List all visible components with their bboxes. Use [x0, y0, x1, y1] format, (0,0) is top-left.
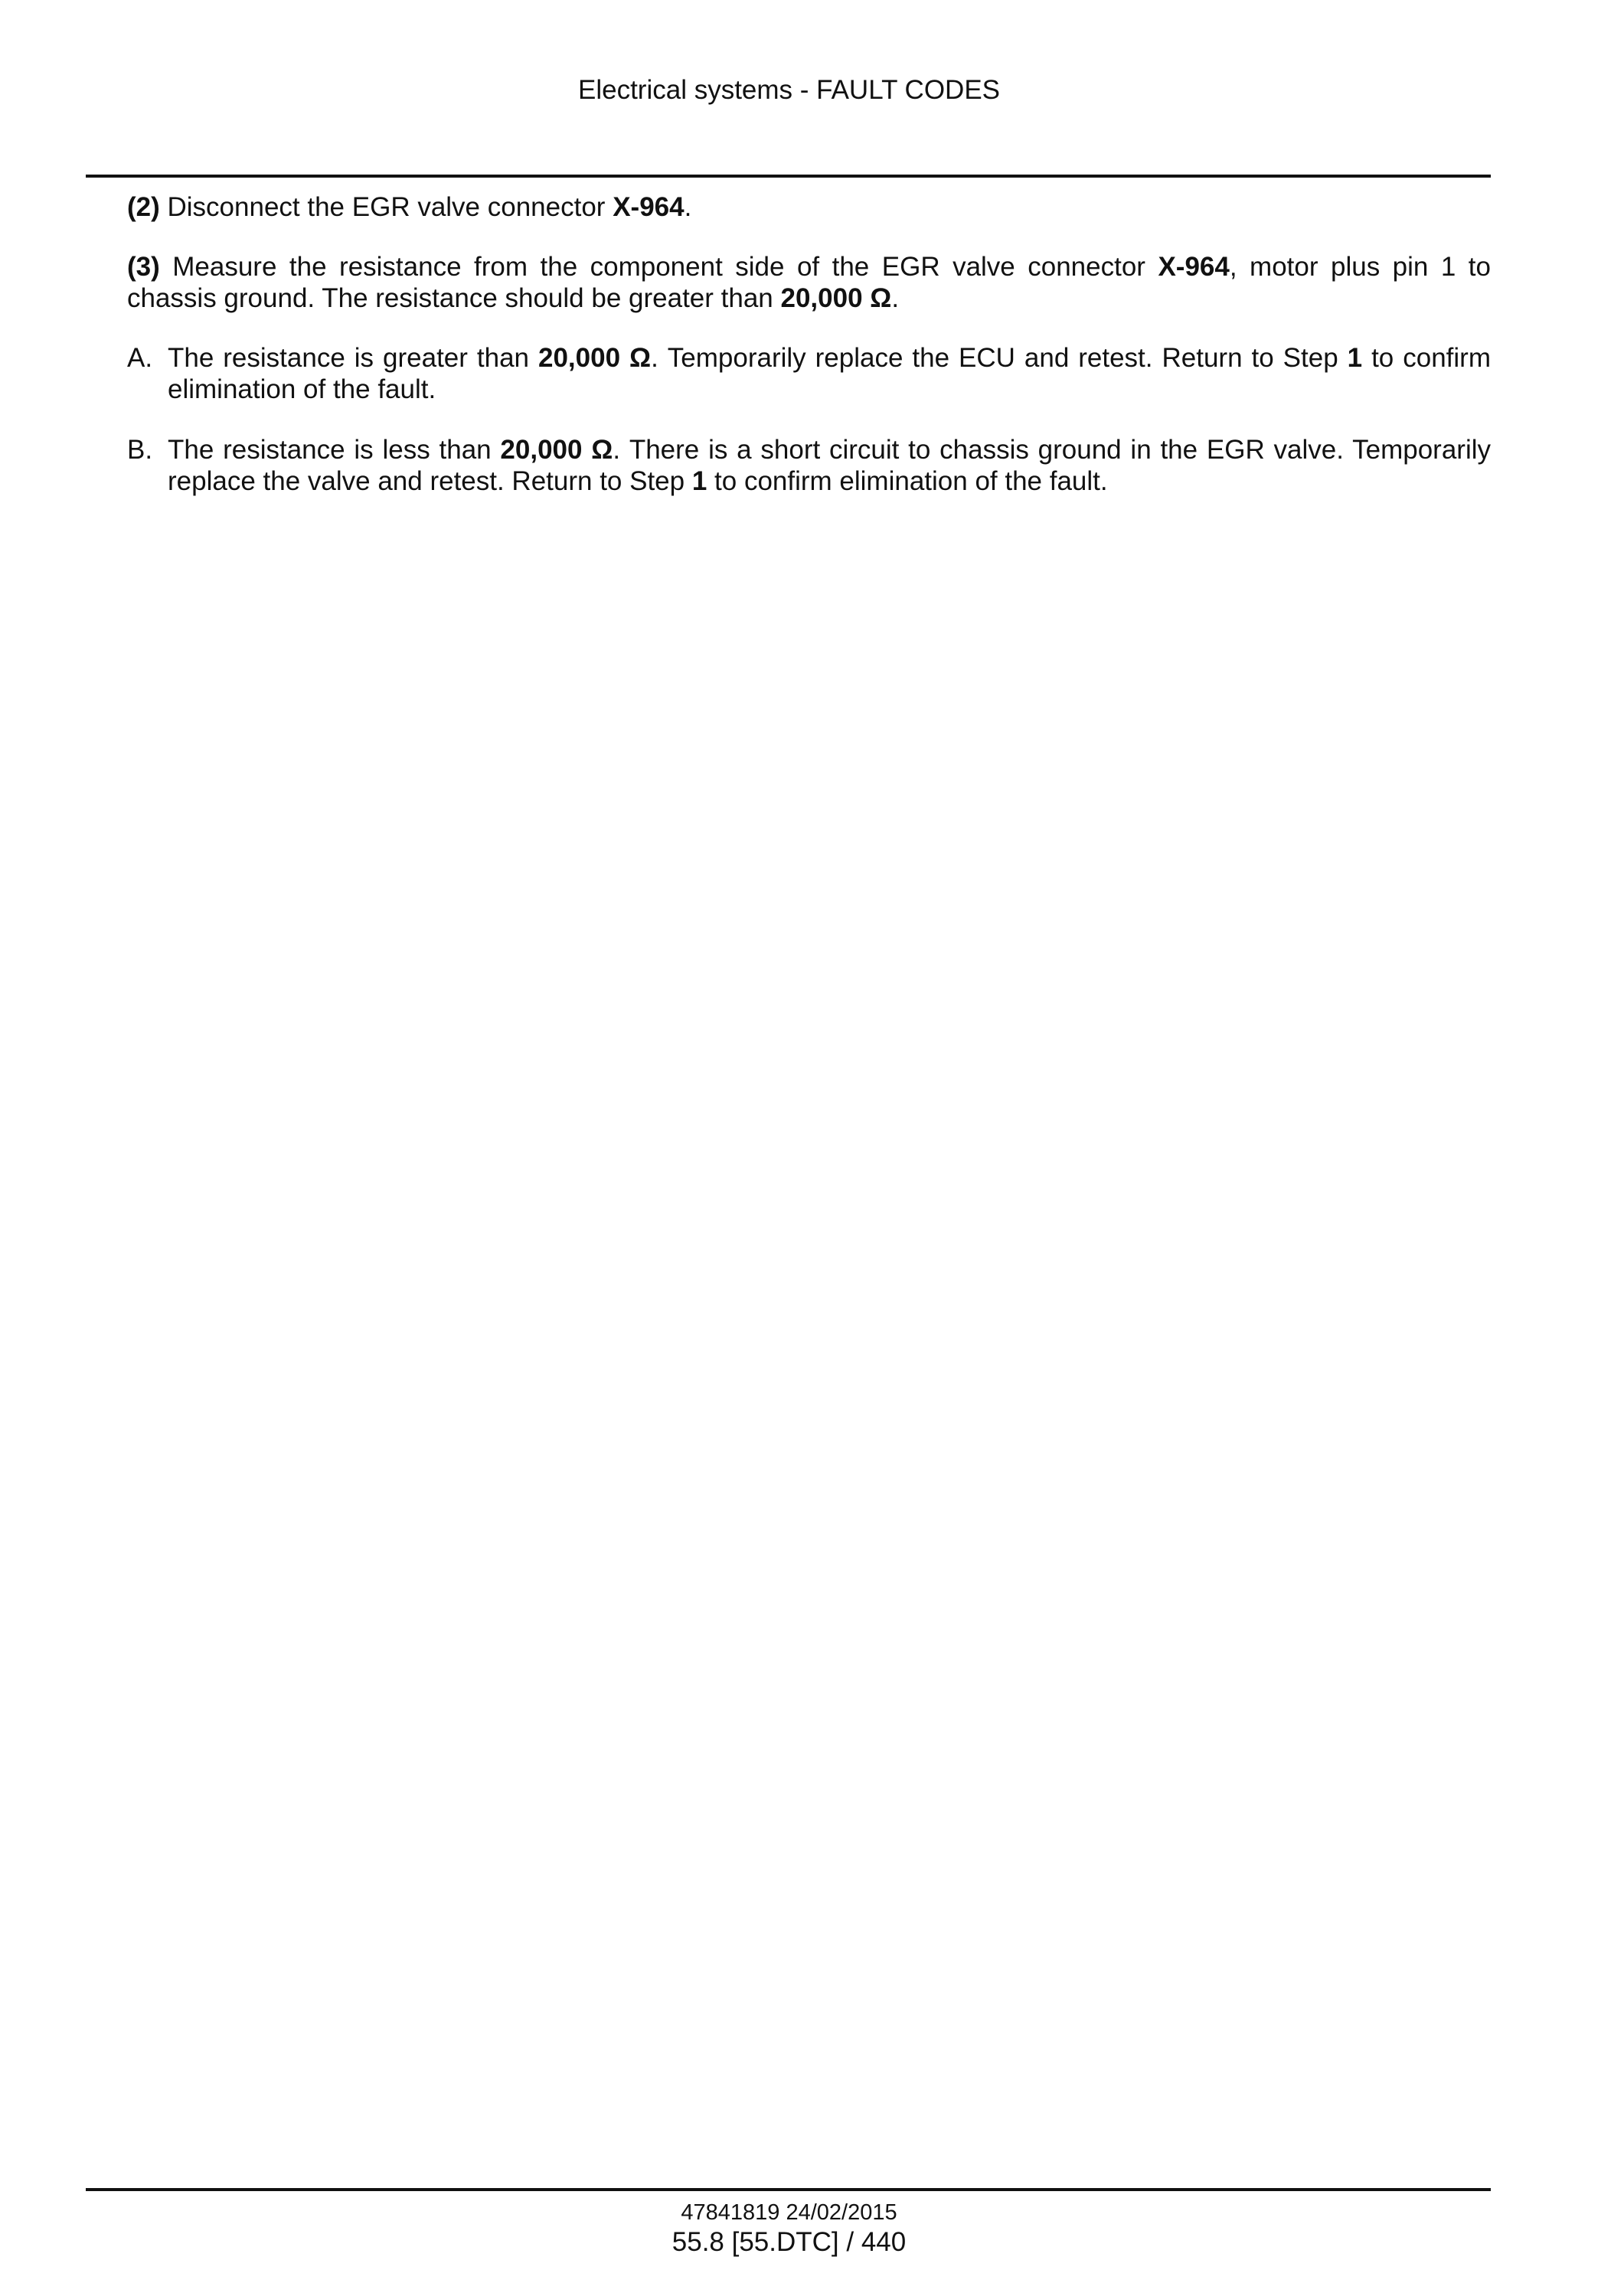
page-content	[127, 191, 1491, 526]
step-3-resistance-value: 20,000 Ω	[780, 283, 892, 313]
step-3-number: (3)	[127, 252, 160, 282]
option-a-step-ref: 1	[1347, 343, 1363, 373]
step-3-text-end: .	[891, 283, 900, 313]
option-a-resistance-value: 20,000 Ω	[538, 343, 652, 373]
option-b-letter: B.	[127, 435, 153, 465]
step-2-text-end: .	[684, 192, 692, 222]
page-header-title: Electrical systems - FAULT CODES	[577, 75, 1001, 105]
option-b	[127, 434, 1491, 497]
step-3-paragraph	[127, 251, 1491, 314]
option-b-resistance-value: 20,000 Ω	[500, 435, 613, 465]
option-a	[127, 342, 1491, 405]
footer-doc-info: 47841819 24/02/2015	[681, 2200, 897, 2225]
step-2-number: (2)	[127, 192, 160, 222]
step-2-paragraph	[127, 191, 1491, 223]
option-a-letter: A.	[127, 343, 153, 373]
option-b-text-middle: . There is a short circuit to chassis ground in the EGR valve. Temporarily replace the valve and retest. Return to Step	[168, 435, 1491, 496]
option-a-text-end: to confirm elimination of the fault.	[168, 343, 1491, 404]
option-b-text-end: to confirm elimination of the fault.	[707, 466, 1108, 496]
header-divider	[86, 175, 1491, 178]
step-3-text: Measure the resistance from the component side of the EGR valve connector	[159, 252, 1158, 282]
footer-divider	[86, 2188, 1491, 2191]
option-a-text-middle: . Temporarily replace the ECU and retest. Return to Step	[651, 343, 1348, 373]
option-b-step-ref: 1	[691, 466, 707, 496]
step-3-text-middle: , motor plus pin 1 to chassis ground. The resistance should be greater than	[127, 252, 1491, 313]
option-a-text: The resistance is greater than	[168, 343, 538, 373]
footer-page-reference: 55.8 [55.DTC] / 440	[671, 2227, 907, 2257]
option-b-text: The resistance is less than	[168, 435, 501, 465]
step-2-connector: X-964	[613, 192, 685, 222]
step-2-text: Disconnect the EGR valve connector	[159, 192, 613, 222]
step-3-connector: X-964	[1158, 252, 1230, 282]
